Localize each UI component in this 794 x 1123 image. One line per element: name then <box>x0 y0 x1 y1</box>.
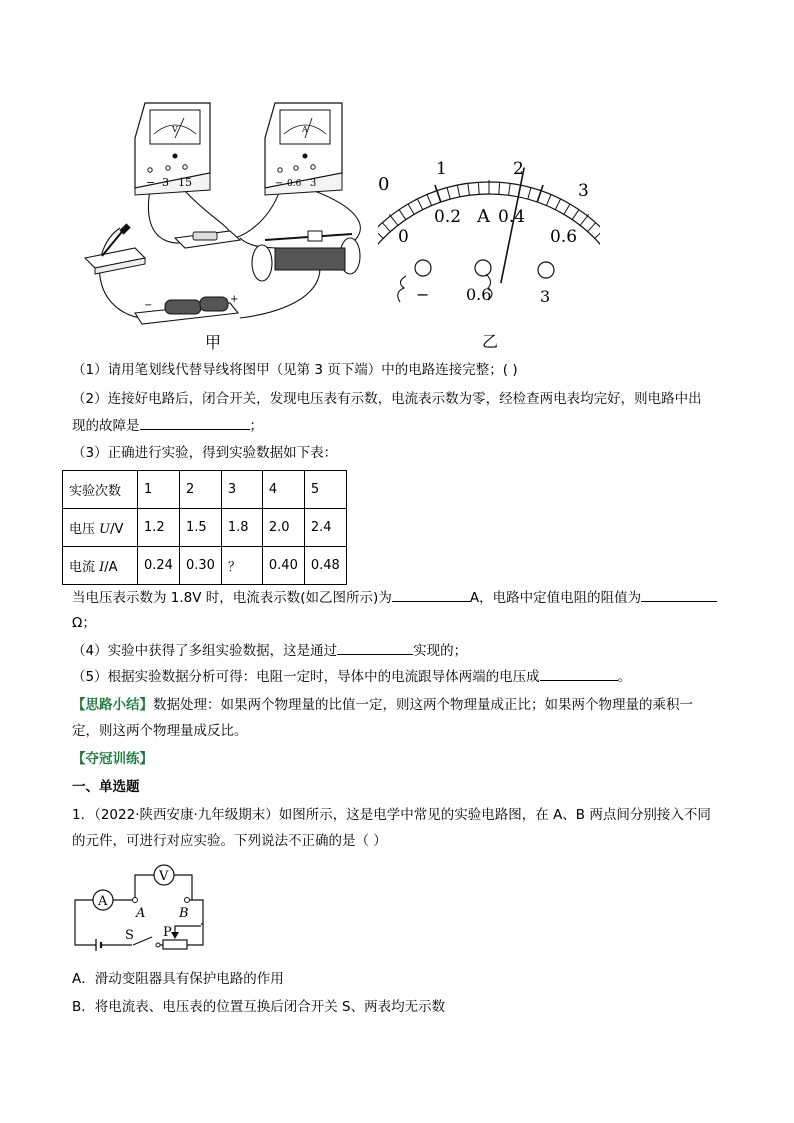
table-cell: 2.0 <box>262 509 304 547</box>
battery-neg: − <box>144 300 153 311</box>
summary-text1: 数据处理：如果两个物理量的比值一定，则这两个物理量成正比；如果两个物理量的乘积一 <box>153 697 693 713</box>
dial-tick <box>555 199 560 210</box>
table-cell: 0.30 <box>179 547 221 585</box>
table-cell: ？ <box>221 547 262 585</box>
training-q1-line2: 的元件，可进行对应实验。下列说法不正确的是（ ） <box>72 833 387 849</box>
circuit-voltmeter-label: V <box>159 869 169 884</box>
voltmeter-unit-letter: V <box>172 125 178 134</box>
dial-tick <box>546 195 551 206</box>
dial-tick <box>417 199 422 210</box>
dial-terminal-3: 3 <box>540 287 551 306</box>
table-cell: 1.8 <box>221 509 262 547</box>
table-header-voltage: 电压 U/V <box>63 509 138 547</box>
dial-lower-label-02: 0.2 <box>434 207 462 227</box>
dial-tick <box>509 183 511 195</box>
question-2-prefix: 现的故障是 <box>72 418 140 434</box>
dial-tick <box>588 223 596 232</box>
sliding-rheostat <box>252 231 360 281</box>
dial-tick <box>478 182 479 194</box>
dial-lower-label-06: 0.6 <box>550 227 578 247</box>
dial-terminal-neg: − <box>416 285 430 304</box>
question-5 <box>72 666 631 687</box>
dial-center-unit: A <box>477 206 490 227</box>
summary-tag: 【思路小结】 <box>72 697 153 713</box>
option-b[interactable]: B．将电流表、电压表的位置互换后闭合开关 S、两表均无示数 <box>72 999 446 1015</box>
dial-upper-label-3: 3 <box>578 181 589 201</box>
dial-tick <box>468 183 470 195</box>
ammeter-terminal-3: 3 <box>310 178 317 189</box>
experiment-data-table <box>62 470 347 585</box>
option-a[interactable]: A．滑动变阻器具有保护电路的作用 <box>72 971 284 987</box>
dial-tick <box>564 204 570 214</box>
summary-line2: 定，则这两个物理量成反比。 <box>72 723 248 739</box>
answer-blank-relation[interactable] <box>540 666 618 681</box>
dial-upper-0: 0 <box>378 174 390 195</box>
question-4-prefix: （4）实验中获得了多组实验数据，这是通过 <box>72 643 338 659</box>
question-1: （1）请用笔划线代替导线将图甲（见第 3 页下端）中的电路连接完整；( ) <box>72 362 518 378</box>
dial-tick <box>435 185 441 202</box>
knife-switch <box>85 223 145 274</box>
dial-upper-label-1: 1 <box>436 159 447 179</box>
voltmeter-terminal-3: 3 <box>162 176 169 189</box>
dial-tick <box>528 188 531 200</box>
answer-blank-resistance[interactable] <box>641 587 717 602</box>
table-cell: 5 <box>304 471 346 509</box>
dial-upper-label-2: 2 <box>513 159 524 179</box>
table-cell: 2 <box>179 471 221 509</box>
ammeter-terminal-06: 0.6 <box>287 179 302 189</box>
answer-blank-current[interactable] <box>392 587 470 602</box>
summary-line1 <box>72 695 693 715</box>
section-title: 一、单选题 <box>72 779 140 795</box>
question-2-suffix: ； <box>249 418 263 434</box>
voltmeter <box>135 103 210 195</box>
table-row-trials <box>63 471 347 509</box>
ammeter <box>265 103 342 195</box>
figure-yi-ammeter-dial <box>378 152 600 352</box>
question-5-suffix: 。 <box>617 669 632 685</box>
dial-tick <box>382 223 390 232</box>
circuit-slider-label: P <box>163 925 172 940</box>
question-2-line1: （2）连接好电路后，闭合开关，发现电压表有示数，电流表示数为零，经检查两电表均完好，则电路中出 <box>72 391 702 407</box>
table-row-current <box>63 547 347 585</box>
dial-tick <box>408 204 414 214</box>
answer-blank-method[interactable] <box>337 640 413 655</box>
dial-tick <box>427 195 432 206</box>
table-cell: 1.5 <box>179 509 221 547</box>
question-2-line2 <box>72 415 263 436</box>
circuit-point-b: B <box>179 906 189 921</box>
table-cell: 0.48 <box>304 547 346 585</box>
table-cell: 1.2 <box>138 509 180 547</box>
battery-pos: + <box>230 294 239 305</box>
circuit-ammeter-label: A <box>98 894 108 909</box>
table-header-current: 电流 I/A <box>63 547 138 585</box>
training-q1-line1: 1．（2022·陕西安康·九年级期末）如图所示，这是电学中常见的实验电路图，在 A、B 两点间分别接入不同 <box>72 807 711 823</box>
question-3-after-mid: A，电路中定值电阻的阻值为 <box>469 590 642 606</box>
table-cell: 1 <box>138 471 180 509</box>
table-row-voltage <box>63 509 347 547</box>
dial-tick <box>580 214 589 225</box>
question-3-unit: Ω； <box>72 615 96 631</box>
circuit-diagram <box>70 860 220 960</box>
dial-terminal-06: 0.6 <box>466 285 492 304</box>
table-cell: 0.24 <box>138 547 180 585</box>
question-3-after <box>72 587 717 608</box>
dial-tick <box>457 185 459 197</box>
answer-blank-fault[interactable] <box>140 415 250 430</box>
dial-lower-label-0: 0 <box>398 227 409 247</box>
training-tag: 【夺冠训练】 <box>72 751 153 767</box>
dial-tick <box>537 185 543 202</box>
table-header-trials: 实验次数 <box>63 471 138 509</box>
dial-lower-label-04: 0.4 <box>498 207 526 227</box>
question-3-after-prefix: 当电压表示数为 1.8V 时，电流表示数(如乙图所示)为 <box>72 590 392 606</box>
table-cell: 4 <box>262 471 304 509</box>
table-cell: 2.4 <box>304 509 346 547</box>
figure-label-yi: 乙 <box>482 332 499 351</box>
battery-pack <box>135 294 238 324</box>
voltmeter-terminal-neg: − <box>146 176 156 189</box>
question-4-suffix: 实现的； <box>413 643 468 659</box>
dial-tick <box>389 214 398 225</box>
question-5-prefix: （5）根据实验数据分析可得：电阻一定时，导体中的电流跟导体两端的电压成 <box>72 669 540 685</box>
fixed-resistor <box>175 231 240 248</box>
question-3: （3）正确进行实验，得到实验数据如下表： <box>72 445 338 461</box>
dial-tick <box>447 188 450 200</box>
table-cell: 0.40 <box>262 547 304 585</box>
ammeter-terminal-neg: − <box>275 178 284 189</box>
dial-tick <box>595 230 600 238</box>
ammeter-unit-letter: A <box>302 125 308 134</box>
voltmeter-terminal-15: 15 <box>178 176 192 189</box>
table-cell: 3 <box>221 471 262 509</box>
dial-tick <box>378 230 383 238</box>
figure-label-jia: 甲 <box>205 333 222 350</box>
dial-tick <box>399 210 406 220</box>
circuit-switch-label: S <box>125 928 134 943</box>
dial-tick <box>572 210 579 220</box>
question-4 <box>72 640 467 661</box>
circuit-point-a: A <box>136 906 146 921</box>
figure-jia-apparatus <box>80 98 380 350</box>
dial-tick <box>499 182 500 194</box>
